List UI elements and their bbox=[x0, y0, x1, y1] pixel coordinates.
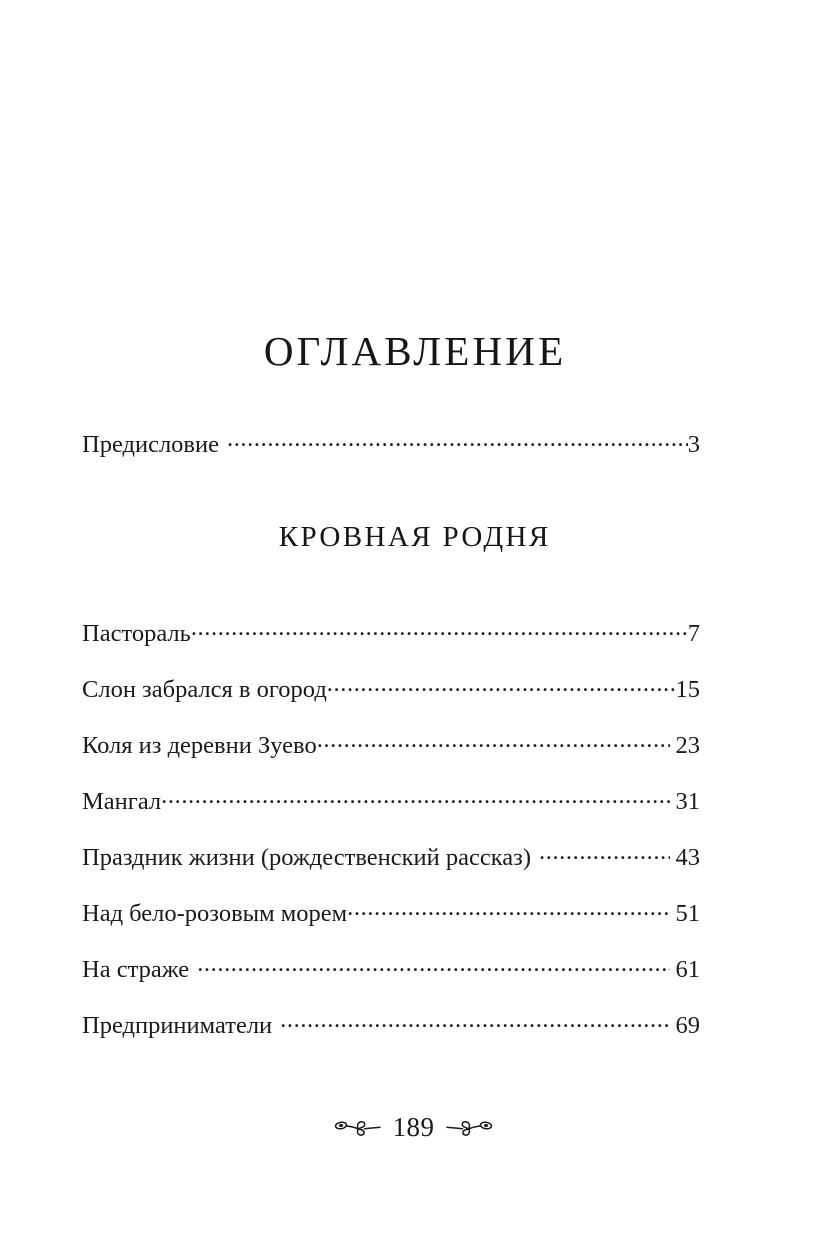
dot-leader bbox=[327, 672, 676, 697]
toc-entry-page-number: 23 bbox=[675, 731, 700, 759]
toc-entry-label: Мангал bbox=[82, 787, 162, 815]
page-number: 189 bbox=[392, 1111, 435, 1142]
toc-entry-label: Слон забрался в огород bbox=[82, 675, 327, 703]
toc-entry-label: Предприниматели bbox=[82, 1011, 273, 1039]
toc-entry-page-number: 3 bbox=[687, 430, 700, 458]
toc-entry-page-number: 69 bbox=[675, 1011, 700, 1039]
toc-entry-page-number: 15 bbox=[675, 675, 700, 703]
toc-entry-page-number: 61 bbox=[675, 955, 700, 983]
toc-entry[interactable] bbox=[82, 672, 700, 702]
dot-leader bbox=[227, 427, 688, 452]
section-heading: КРОВНАЯ РОДНЯ bbox=[278, 521, 551, 553]
toc-entry-label: Предисловие bbox=[82, 430, 219, 458]
toc-entry-page-number: 51 bbox=[675, 899, 700, 927]
page-title: ОГЛАВЛЕНИЕ bbox=[263, 328, 567, 374]
toc-entry-label: Коля из деревни Зуево bbox=[82, 731, 317, 759]
toc-entry[interactable] bbox=[82, 784, 700, 814]
leaf-flourish-icon bbox=[437, 1112, 493, 1142]
toc-entry-page-number: 31 bbox=[675, 787, 700, 815]
toc-entry-label: Над бело-розовым морем bbox=[82, 899, 348, 927]
toc-entry[interactable] bbox=[82, 1008, 700, 1038]
toc-entry-label: Пастораль bbox=[82, 619, 191, 647]
toc-entry[interactable] bbox=[82, 427, 700, 457]
leaf-flourish-icon bbox=[334, 1112, 390, 1142]
toc-entry-label: На страже bbox=[82, 955, 190, 983]
dot-leader bbox=[197, 952, 669, 977]
toc-entry[interactable] bbox=[82, 728, 700, 758]
dot-leader bbox=[280, 1008, 669, 1033]
page-footer bbox=[0, 1112, 827, 1142]
toc-entry[interactable] bbox=[82, 616, 700, 646]
dot-leader bbox=[317, 728, 670, 753]
dot-leader bbox=[539, 840, 670, 865]
toc-entry-label: Праздник жизни (рождественский рассказ) bbox=[82, 843, 531, 871]
dot-leader bbox=[191, 616, 688, 641]
toc-entry-page-number: 7 bbox=[687, 619, 700, 647]
dot-leader bbox=[161, 784, 669, 809]
dot-leader bbox=[347, 896, 669, 921]
toc-entry-page-number: 43 bbox=[675, 843, 700, 871]
toc-entry[interactable] bbox=[82, 840, 700, 870]
toc-entry[interactable] bbox=[82, 952, 700, 982]
toc-entry[interactable] bbox=[82, 896, 700, 926]
